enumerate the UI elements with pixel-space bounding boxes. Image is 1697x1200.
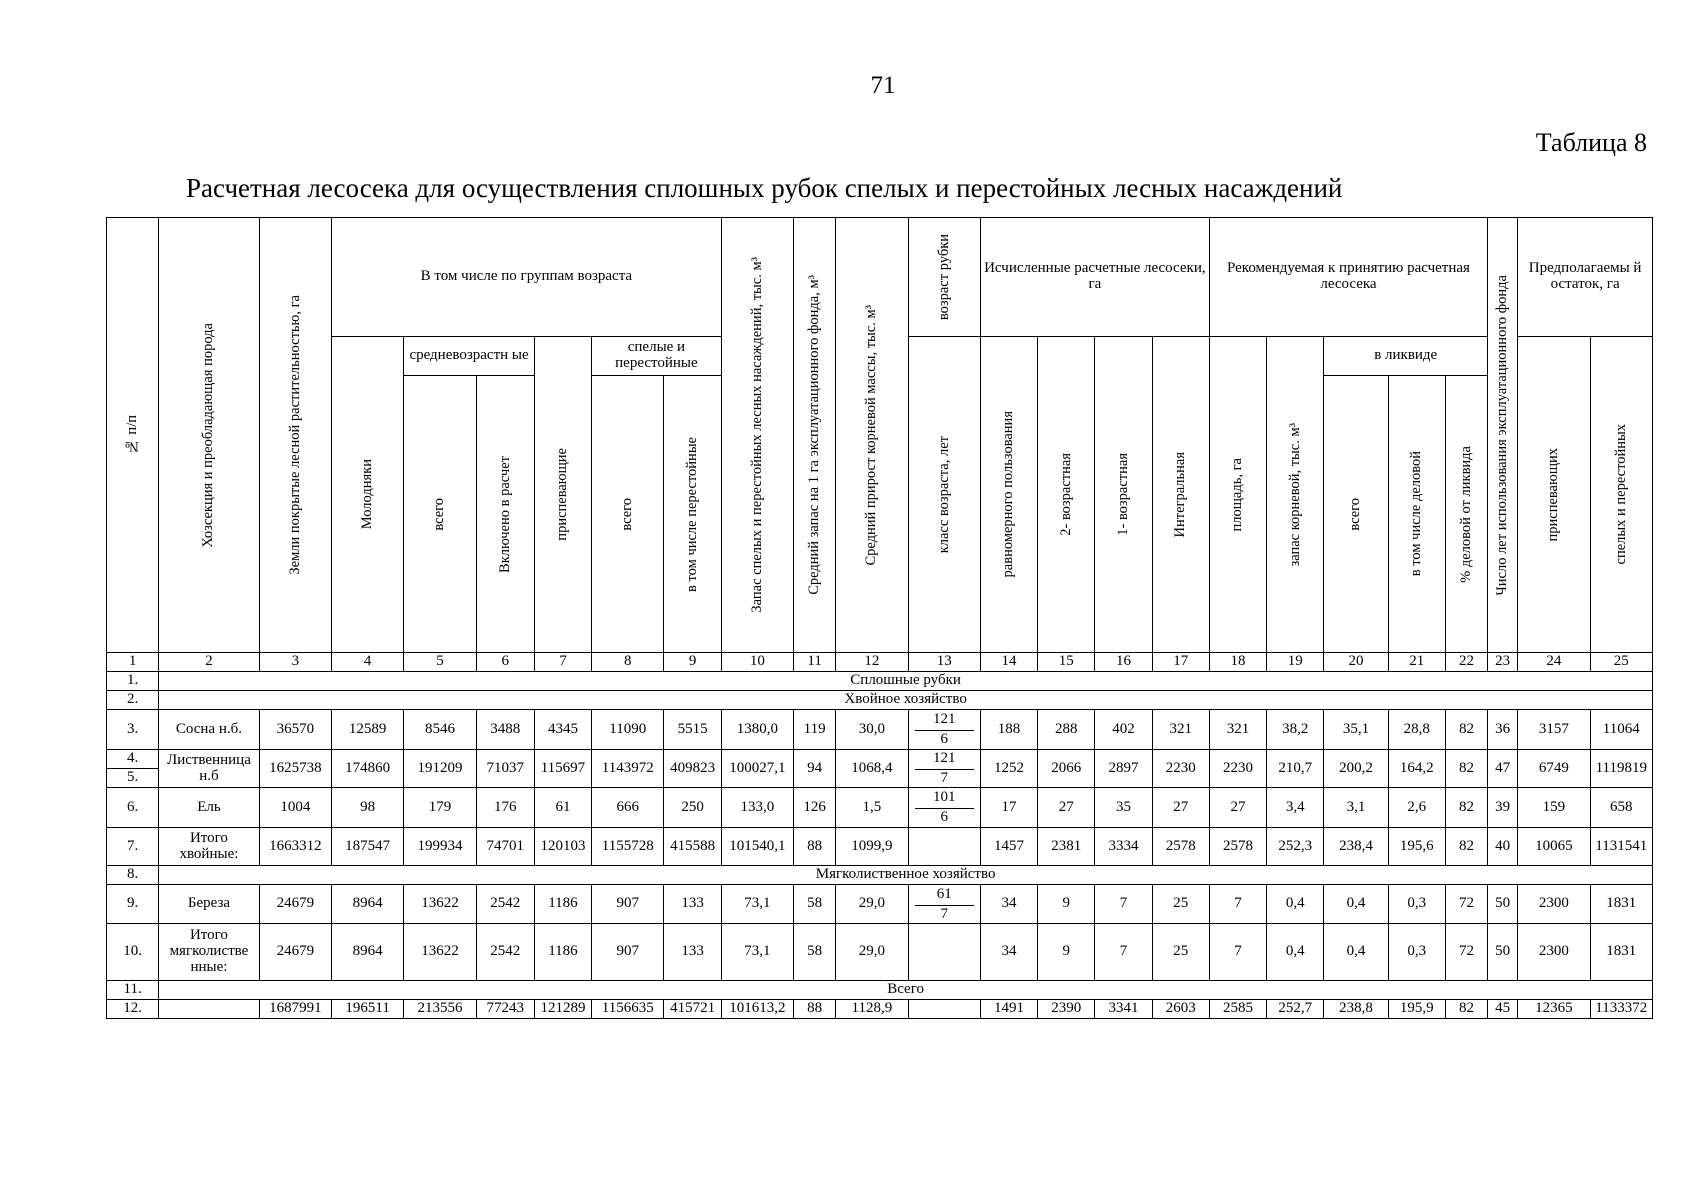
column-number: 17: [1152, 653, 1209, 672]
table-cell: 40: [1488, 828, 1518, 866]
column-number: 7: [534, 653, 591, 672]
age-class: 6: [940, 809, 948, 825]
cutting-age: 101: [915, 789, 974, 809]
header-text: приспевающих: [1545, 447, 1562, 542]
table-cell: 191209: [404, 750, 476, 788]
table-cell: 1119819: [1590, 750, 1652, 788]
table-cell: 2066: [1038, 750, 1095, 788]
table-cell: 120103: [534, 828, 591, 866]
header-cell: [1590, 337, 1652, 653]
table-cell: 8546: [404, 710, 476, 750]
table-cell: 121289: [534, 1000, 591, 1019]
header-text: Средний прирост корневой массы, тыс. м³: [863, 304, 880, 566]
row-name: Ель: [159, 788, 259, 828]
table-cell: 82: [1445, 1000, 1487, 1019]
table-cell: 11064: [1590, 710, 1652, 750]
table-cell: 658: [1590, 788, 1652, 828]
header-cell: [476, 376, 534, 653]
row-name: Итого мягколистве нные:: [159, 924, 259, 981]
table-cell: 35,1: [1324, 710, 1388, 750]
table-cell: 71037: [476, 750, 534, 788]
header-text: класс возраста, лет: [935, 435, 952, 554]
table-cell: 210,7: [1267, 750, 1324, 788]
table-cell: 666: [592, 788, 664, 828]
header-text: Число лет использования эксплуатационного фонда: [1494, 274, 1511, 596]
header-cell: [1488, 218, 1518, 653]
header-cell: Рекомендуемая к принятию расчетная лесосека: [1209, 218, 1487, 337]
age-class: 7: [940, 770, 948, 786]
header-cell: в ликвиде: [1324, 337, 1488, 376]
table-cell: 115697: [534, 750, 591, 788]
table-cell: 2230: [1209, 750, 1266, 788]
table-cell: 195,6: [1388, 828, 1445, 866]
table-cell: 30,0: [836, 710, 908, 750]
table-cell: 174860: [331, 750, 403, 788]
header-text: Молодняки: [359, 459, 376, 530]
table-cell: 47: [1488, 750, 1518, 788]
table-cell: 2585: [1209, 1000, 1266, 1019]
header-text: Хозсекция и преобладающая порода: [200, 322, 217, 548]
table-cell: 17: [980, 788, 1037, 828]
section-row: [107, 866, 1653, 885]
table-cell: 8964: [331, 924, 403, 981]
column-number: 15: [1038, 653, 1095, 672]
page-number: 71: [870, 72, 896, 99]
table-cell: 0,4: [1267, 885, 1324, 924]
header-cell: [107, 218, 159, 653]
table-cell: 2897: [1095, 750, 1152, 788]
header-text: всего: [1347, 497, 1364, 531]
table-cell: 88: [794, 828, 836, 866]
table-cell: 1004: [259, 788, 331, 828]
table-cell: 24679: [259, 885, 331, 924]
table-cell: 27: [1152, 788, 1209, 828]
table-cell: [908, 1000, 980, 1019]
table-cell: [908, 924, 980, 981]
age-class-cell: [908, 750, 980, 788]
table-row: [107, 885, 1653, 924]
table-cell: 2300: [1518, 924, 1590, 981]
table-cell: 213556: [404, 1000, 476, 1019]
table-cell: 0,4: [1324, 885, 1388, 924]
table-cell: 907: [592, 924, 664, 981]
row-number: 3.: [107, 710, 159, 750]
table-cell: 133: [664, 924, 721, 981]
table-cell: 100027,1: [721, 750, 793, 788]
table-cell: 1186: [534, 924, 591, 981]
table-cell: 36: [1488, 710, 1518, 750]
column-number: 13: [908, 653, 980, 672]
header-cell: [259, 218, 331, 653]
header-cell: средневозрастн ые: [404, 337, 535, 376]
row-name: Итого хвойные:: [159, 828, 259, 866]
table-cell: 25: [1152, 924, 1209, 981]
header-cell: [1518, 337, 1590, 653]
age-class-cell: [908, 885, 980, 924]
table-cell: 61: [534, 788, 591, 828]
table-cell: 195,9: [1388, 1000, 1445, 1019]
column-number: 11: [794, 653, 836, 672]
row-name: [159, 1000, 259, 1019]
table-cell: 0,3: [1388, 924, 1445, 981]
cutting-age: 61: [915, 886, 974, 906]
table-cell: 28,8: [1388, 710, 1445, 750]
column-number: 2: [159, 653, 259, 672]
table-row: [107, 710, 1653, 750]
column-number: 24: [1518, 653, 1590, 672]
table-cell: 82: [1445, 710, 1487, 750]
table-cell: 7: [1095, 924, 1152, 981]
row-number: 6.: [107, 788, 159, 828]
table-cell: 238,8: [1324, 1000, 1388, 1019]
table-cell: 1143972: [592, 750, 664, 788]
table-cell: 3334: [1095, 828, 1152, 866]
table-cell: 10065: [1518, 828, 1590, 866]
table-cell: 4345: [534, 710, 591, 750]
header-cell: [592, 376, 664, 653]
age-class: 6: [940, 731, 948, 747]
table-cell: 1831: [1590, 885, 1652, 924]
column-number: 21: [1388, 653, 1445, 672]
table-cell: 200,2: [1324, 750, 1388, 788]
table-cell: 1128,9: [836, 1000, 908, 1019]
table-cell: 29,0: [836, 885, 908, 924]
table-cell: 82: [1445, 788, 1487, 828]
table-cell: 1687991: [259, 1000, 331, 1019]
section-label: Мягколиственное хозяйство: [159, 866, 1653, 885]
table-cell: 36570: [259, 710, 331, 750]
column-number: 10: [721, 653, 793, 672]
table-cell: 187547: [331, 828, 403, 866]
row-name: Сосна н.б.: [159, 710, 259, 750]
table-cell: 7: [1095, 885, 1152, 924]
header-text: Включено в расчет: [496, 455, 513, 573]
header-text: в том числе деловой: [1408, 451, 1425, 577]
table-cell: 29,0: [836, 924, 908, 981]
header-text: 2- возрастная: [1057, 453, 1074, 536]
table-cell: 94: [794, 750, 836, 788]
table-cell: 1186: [534, 885, 591, 924]
column-number: 12: [836, 653, 908, 672]
table-cell: 2603: [1152, 1000, 1209, 1019]
column-number: 6: [476, 653, 534, 672]
table-cell: 133,0: [721, 788, 793, 828]
header-cell: [1209, 337, 1266, 653]
table-cell: 77243: [476, 1000, 534, 1019]
table-cell: 199934: [404, 828, 476, 866]
header-cell: [980, 337, 1037, 653]
row-number: 2.: [107, 691, 159, 710]
column-number: 16: [1095, 653, 1152, 672]
table-cell: 250: [664, 788, 721, 828]
column-number: 3: [259, 653, 331, 672]
cutting-age: 121: [915, 750, 974, 770]
table-cell: 7: [1209, 885, 1266, 924]
table-cell: 415721: [664, 1000, 721, 1019]
row-number: 4.: [107, 750, 159, 769]
header-text: равномерного пользования: [1000, 411, 1017, 578]
header-text: всего: [431, 497, 448, 531]
header-cell: [908, 337, 980, 653]
table-cell: 13622: [404, 885, 476, 924]
table-cell: 907: [592, 885, 664, 924]
table-cell: 196511: [331, 1000, 403, 1019]
table-cell: 0,3: [1388, 885, 1445, 924]
row-number: 12.: [107, 1000, 159, 1019]
table-cell: 238,4: [1324, 828, 1388, 866]
header-text: возраст рубки: [935, 233, 952, 321]
header-cell: [1267, 337, 1324, 653]
table-cell: 3341: [1095, 1000, 1152, 1019]
table-cell: 0,4: [1324, 924, 1388, 981]
header-text: приспевающие: [554, 448, 571, 541]
header-text: Интегральная: [1172, 451, 1189, 538]
header-cell: [404, 376, 476, 653]
table-cell: 45: [1488, 1000, 1518, 1019]
header-cell: В том числе по группам возраста: [331, 218, 721, 337]
table-cell: 1131541: [1590, 828, 1652, 866]
header-text: Средний запас на 1 га эксплуатационного фонда, м³: [806, 275, 823, 595]
table-cell: 321: [1152, 710, 1209, 750]
header-text: № п/п: [124, 415, 140, 455]
row-number: 7.: [107, 828, 159, 866]
column-number: 20: [1324, 653, 1388, 672]
table-cell: 13622: [404, 924, 476, 981]
row-number: 8.: [107, 866, 159, 885]
header-cell: Предполагаемы й остаток, га: [1518, 218, 1653, 337]
table-cell: 252,7: [1267, 1000, 1324, 1019]
table-cell: 1831: [1590, 924, 1652, 981]
table-cell: 409823: [664, 750, 721, 788]
header-cell: [1445, 376, 1487, 653]
column-number: 14: [980, 653, 1037, 672]
header-cell: [664, 376, 721, 653]
table-cell: 73,1: [721, 885, 793, 924]
header-cell: [908, 218, 980, 337]
table-cell: 34: [980, 924, 1037, 981]
section-label: Всего: [159, 981, 1653, 1000]
header-text: всего: [619, 497, 636, 531]
table-cell: 2390: [1038, 1000, 1095, 1019]
header-text: спелых и перестойных: [1612, 424, 1629, 565]
table-cell: 164,2: [1388, 750, 1445, 788]
header-cell: [836, 218, 908, 653]
table-cell: 1155728: [592, 828, 664, 866]
table-cell: 27: [1038, 788, 1095, 828]
table-cell: 126: [794, 788, 836, 828]
table-cell: 3157: [1518, 710, 1590, 750]
table-cell: 1252: [980, 750, 1037, 788]
column-number: 23: [1488, 653, 1518, 672]
table-cell: 2,6: [1388, 788, 1445, 828]
table-cell: 12589: [331, 710, 403, 750]
header-cell: [1152, 337, 1209, 653]
table-cell: 39: [1488, 788, 1518, 828]
table-cell: 288: [1038, 710, 1095, 750]
column-number: 22: [1445, 653, 1487, 672]
table-cell: 2578: [1209, 828, 1266, 866]
row-number: 1.: [107, 672, 159, 691]
row-number: 11.: [107, 981, 159, 1000]
table-cell: 1099,9: [836, 828, 908, 866]
table-cell: 1625738: [259, 750, 331, 788]
table-cell: 0,4: [1267, 924, 1324, 981]
header-text: в том числе перестойные: [683, 436, 700, 592]
header-cell: [331, 337, 403, 653]
age-class-cell: [908, 710, 980, 750]
table-cell: 2230: [1152, 750, 1209, 788]
table-cell: 12365: [1518, 1000, 1590, 1019]
table-cell: 5515: [664, 710, 721, 750]
cutting-age: 121: [915, 711, 974, 731]
table-cell: 82: [1445, 828, 1487, 866]
table-cell: 1663312: [259, 828, 331, 866]
age-class-cell: [908, 788, 980, 828]
section-row: [107, 672, 1653, 691]
table-cell: 188: [980, 710, 1037, 750]
total-row: [107, 1000, 1653, 1019]
header-cell: спелые и перестойные: [592, 337, 722, 376]
table-cell: 2542: [476, 924, 534, 981]
table-cell: 82: [1445, 750, 1487, 788]
table-cell: 101613,2: [721, 1000, 793, 1019]
subtotal-row: [107, 828, 1653, 866]
table-cell: 1457: [980, 828, 1037, 866]
header-cell: [1038, 337, 1095, 653]
header-text: % деловой от ликвида: [1457, 445, 1474, 583]
table-cell: 1491: [980, 1000, 1037, 1019]
subtotal-row: [107, 924, 1653, 981]
table-cell: 7: [1209, 924, 1266, 981]
table-cell: 27: [1209, 788, 1266, 828]
table-cell: 3,4: [1267, 788, 1324, 828]
column-number: 8: [592, 653, 664, 672]
section-row: [107, 981, 1653, 1000]
column-number: 18: [1209, 653, 1266, 672]
table-cell: 58: [794, 885, 836, 924]
table-cell: 2542: [476, 885, 534, 924]
table-cell: 73,1: [721, 924, 793, 981]
table-cell: 321: [1209, 710, 1266, 750]
section-label: Сплошные рубки: [159, 672, 1653, 691]
data-table: [106, 217, 1653, 1019]
section-row: [107, 691, 1653, 710]
header-cell: [794, 218, 836, 653]
table-cell: 1,5: [836, 788, 908, 828]
section-label: Хвойное хозяйство: [159, 691, 1653, 710]
header-cell: Исчисленные расчетные лесосеки, га: [980, 218, 1209, 337]
table-cell: 24679: [259, 924, 331, 981]
table-cell: 98: [331, 788, 403, 828]
table-number: Таблица 8: [1535, 128, 1647, 157]
column-number-row: [107, 653, 1653, 672]
table-cell: 74701: [476, 828, 534, 866]
table-cell: 72: [1445, 885, 1487, 924]
table-row: [107, 788, 1653, 828]
table-cell: 3,1: [1324, 788, 1388, 828]
table-cell: 1156635: [592, 1000, 664, 1019]
table-cell: 72: [1445, 924, 1487, 981]
header-text: запас корневой, тыс. м³: [1286, 422, 1303, 567]
column-number: 5: [404, 653, 476, 672]
table-cell: [908, 828, 980, 866]
header-cell: [159, 218, 259, 653]
table-cell: 25: [1152, 885, 1209, 924]
table-cell: 50: [1488, 885, 1518, 924]
table-cell: 119: [794, 710, 836, 750]
table-cell: 179: [404, 788, 476, 828]
table-cell: 415588: [664, 828, 721, 866]
document-title: Расчетная лесосека для осуществления сплошных рубок спелых и перестойных лесных насаждений: [186, 173, 1343, 203]
table-cell: 6749: [1518, 750, 1590, 788]
column-number: 9: [664, 653, 721, 672]
table-cell: 9: [1038, 885, 1095, 924]
table-cell: 58: [794, 924, 836, 981]
row-name: Лиственница н.б: [159, 750, 259, 788]
table-cell: 402: [1095, 710, 1152, 750]
table-cell: 2300: [1518, 885, 1590, 924]
age-class: 7: [940, 905, 948, 922]
table-cell: 1380,0: [721, 710, 793, 750]
table-row: [107, 750, 1653, 769]
table-cell: 252,3: [1267, 828, 1324, 866]
row-name: Береза: [159, 885, 259, 924]
header-text: Земли покрытые лесной растительностью, га: [286, 295, 303, 575]
header-text: Запас спелых и перестойных лесных насаждений, тыс. м³: [748, 257, 765, 613]
table-cell: 176: [476, 788, 534, 828]
table-cell: 8964: [331, 885, 403, 924]
row-number: 9.: [107, 885, 159, 924]
header-text: площадь, га: [1229, 457, 1246, 532]
header-cell: [1388, 376, 1445, 653]
table-cell: 34: [980, 885, 1037, 924]
header-cell: [1095, 337, 1152, 653]
table-cell: 11090: [592, 710, 664, 750]
table-cell: 1068,4: [836, 750, 908, 788]
table-cell: 159: [1518, 788, 1590, 828]
table-cell: 38,2: [1267, 710, 1324, 750]
table-cell: 133: [664, 885, 721, 924]
table-cell: 88: [794, 1000, 836, 1019]
table-cell: 35: [1095, 788, 1152, 828]
column-number: 1: [107, 653, 159, 672]
table-cell: 2381: [1038, 828, 1095, 866]
table-cell: 1133372: [1590, 1000, 1652, 1019]
table-cell: 50: [1488, 924, 1518, 981]
table-cell: 2578: [1152, 828, 1209, 866]
header-cell: [721, 218, 793, 653]
column-number: 19: [1267, 653, 1324, 672]
row-number: 5.: [107, 769, 159, 788]
row-number: 10.: [107, 924, 159, 981]
table-cell: 101540,1: [721, 828, 793, 866]
header-cell: [1324, 376, 1388, 653]
column-number: 25: [1590, 653, 1652, 672]
header-text: 1- возрастная: [1114, 453, 1131, 536]
table-cell: 3488: [476, 710, 534, 750]
table-cell: 9: [1038, 924, 1095, 981]
header-cell: [534, 337, 591, 653]
column-number: 4: [331, 653, 403, 672]
